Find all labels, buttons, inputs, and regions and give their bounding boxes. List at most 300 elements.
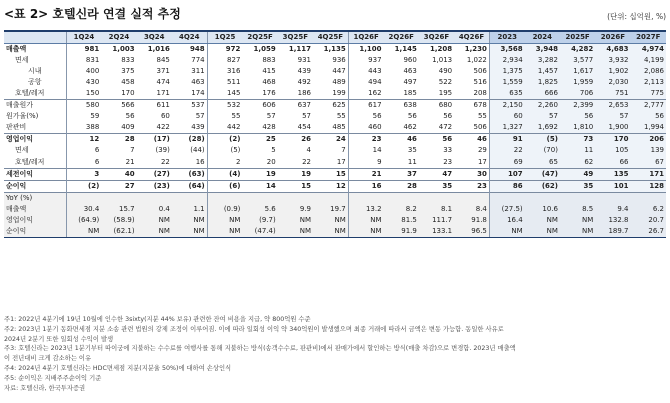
header-row — [4, 31, 666, 44]
table-cell: 66 — [595, 157, 630, 169]
table-cell: 14 — [348, 145, 383, 156]
table-cell: 454 — [297, 123, 311, 132]
table-cell: 1,692 — [525, 122, 560, 134]
table-cell: 522 — [438, 78, 453, 87]
column-header: 2025F — [560, 31, 595, 44]
table-cell: (5) — [525, 134, 560, 146]
table-cell: 678 — [454, 100, 489, 112]
table-row — [4, 180, 666, 192]
column-header: 2027F — [631, 31, 666, 44]
footnote-line: 주4: 2024년 4분기 호텔신라는 HDC면세점 지분(지분율 50%)에 대하여 손상인식 — [4, 364, 232, 372]
table-cell: 706 — [560, 88, 595, 100]
table-row — [4, 215, 666, 226]
table-cell: 111.7 — [419, 215, 454, 226]
table-cell: 171 — [156, 89, 170, 98]
table-cell: NM — [313, 215, 348, 226]
table-cell: 12 — [66, 134, 101, 146]
table-cell: (63) — [172, 168, 207, 180]
row-label: 호텔/레저 — [15, 157, 45, 166]
table-cell: 7 — [130, 146, 135, 155]
column-header: 4Q24 — [172, 31, 207, 44]
table-cell: 9 — [348, 157, 383, 169]
table-cell: 29 — [477, 146, 487, 155]
table-cell: 1,003 — [112, 45, 135, 54]
table-cell: (4) — [207, 168, 242, 180]
table-cell: (2) — [66, 180, 101, 192]
footnote-line: 이 전년대비 크게 감소하는 이유 — [4, 355, 92, 363]
table-cell: 462 — [403, 123, 417, 132]
table-cell: 2,653 — [595, 100, 630, 112]
table-cell: 128 — [631, 180, 666, 192]
table-cell: 1,559 — [489, 77, 524, 88]
table-cell: 186 — [297, 89, 311, 98]
table-cell: 532 — [207, 100, 242, 112]
column-header: 4Q25F — [313, 31, 348, 44]
row-label: 면세 — [15, 56, 29, 65]
footnote-line: 주5: 순이익은 지배주주순이익 기준 — [4, 374, 102, 382]
column-header: 2023 — [489, 31, 524, 44]
table-cell: 506 — [473, 123, 487, 132]
table-cell: (23) — [137, 180, 172, 192]
table-cell: 3 — [66, 168, 101, 180]
table-cell: 972 — [207, 44, 242, 56]
table-cell: 28 — [101, 134, 136, 146]
table-cell: 489 — [332, 78, 346, 87]
table-cell — [101, 192, 136, 204]
table-cell: 463 — [403, 67, 417, 76]
table-cell: 936 — [332, 56, 346, 65]
table-cell: 1,327 — [489, 122, 524, 134]
table-cell: 3,948 — [525, 44, 560, 56]
table-row — [4, 226, 666, 238]
table-cell: 625 — [313, 100, 348, 112]
table-cell: 91.9 — [384, 226, 419, 238]
table-cell: 16 — [348, 180, 383, 192]
table-cell: 666 — [525, 88, 560, 100]
table-cell: 4,974 — [631, 44, 666, 56]
table-cell: 1,810 — [560, 122, 595, 134]
table-cell — [454, 192, 489, 204]
table-cell: NM — [137, 215, 172, 226]
table-cell: (70) — [525, 145, 560, 156]
table-cell: 1,117 — [288, 45, 311, 54]
column-header: 2Q25F — [242, 31, 277, 44]
table-cell — [172, 192, 207, 204]
table-cell: 60 — [160, 112, 170, 121]
table-cell: 49 — [560, 168, 595, 180]
table-cell: 883 — [262, 56, 276, 65]
table-cell: (0.9) — [207, 204, 242, 215]
table-cell: 135 — [595, 168, 630, 180]
table-cell: 1,230 — [464, 45, 487, 54]
table-cell: 55 — [477, 112, 487, 121]
table-cell: 105 — [595, 145, 630, 156]
table-cell: 937 — [348, 55, 383, 66]
table-row — [4, 192, 666, 204]
table-cell: 19 — [242, 168, 277, 180]
table-cell: 447 — [332, 67, 346, 76]
table-cell: 775 — [631, 88, 666, 100]
table-cell: 4 — [306, 146, 311, 155]
table-cell: 2,260 — [525, 100, 560, 112]
table-cell: 375 — [121, 67, 135, 76]
table-cell: 22 — [489, 145, 524, 156]
table-cell: 20.7 — [631, 215, 666, 226]
footnote-line: 주3: 호텔신라는 2023년 1분기부터 따이궁에 지불하는 수수료를 여행사를 통해 지불하는 방식(송객수수료, 판관비)에서 판매가에서 할인하는 방식(매출 차감)으로 변경함. 2023년 매출액 — [4, 345, 516, 353]
row-label: 원가율(%) — [6, 112, 39, 121]
table-row — [4, 145, 666, 156]
row-label: 세전이익 — [4, 168, 66, 180]
table-cell: 176 — [262, 89, 276, 98]
table-cell: 55 — [336, 112, 346, 121]
table-cell: 73 — [560, 134, 595, 146]
table-cell: 468 — [262, 78, 276, 87]
table-cell: 371 — [156, 67, 170, 76]
table-cell: 635 — [489, 88, 524, 100]
column-header: 2Q24 — [101, 31, 136, 44]
table-cell: (62.1) — [101, 226, 136, 238]
table-row — [4, 134, 666, 146]
table-cell: (58.9) — [101, 215, 136, 226]
table-cell: 33 — [443, 146, 453, 155]
row-label: 공항 — [28, 78, 42, 87]
table-row — [4, 55, 666, 66]
table-cell: 23 — [443, 157, 453, 166]
table-cell: 1,100 — [348, 44, 383, 56]
table-cell: 17 — [336, 157, 346, 166]
table-cell: (27) — [137, 168, 172, 180]
table-cell: 494 — [348, 77, 383, 88]
table-cell: (2) — [207, 134, 242, 146]
table-cell: 1,016 — [147, 45, 170, 54]
table-cell: NM — [66, 226, 101, 238]
table-cell: 5 — [271, 146, 276, 155]
table-cell: 439 — [297, 67, 311, 76]
table-cell: 566 — [101, 100, 136, 112]
table-cell: 1,994 — [631, 122, 666, 134]
table-cell: 21 — [348, 168, 383, 180]
table-cell: 37 — [384, 168, 419, 180]
earnings-table — [4, 30, 666, 238]
table-cell: 107 — [489, 168, 524, 180]
footnotes — [4, 315, 666, 393]
table-cell: 69 — [489, 157, 524, 169]
unit-label: (단위: 십억원, %) — [607, 12, 666, 21]
table-cell: 1,013 — [432, 56, 453, 65]
table-cell: 1,135 — [323, 45, 346, 54]
table-cell — [525, 192, 560, 204]
table-cell: 948 — [190, 45, 205, 54]
table-cell — [207, 192, 242, 204]
table-row — [4, 44, 666, 56]
table-cell: 1,617 — [560, 66, 595, 77]
table-cell: 30 — [454, 168, 489, 180]
table-cell — [278, 192, 313, 204]
table-cell: 463 — [191, 78, 205, 87]
table-cell: 516 — [473, 78, 487, 87]
table-cell: 174 — [191, 89, 205, 98]
column-header: 1Q26F — [348, 31, 383, 44]
table-cell — [66, 192, 101, 204]
table-cell: NM — [348, 215, 383, 226]
table-cell: 5.6 — [242, 204, 277, 215]
table-cell: 23 — [454, 180, 489, 192]
table-cell: 1,059 — [253, 45, 276, 54]
table-cell — [384, 192, 419, 204]
table-cell: 199 — [332, 89, 346, 98]
table-cell: 56 — [419, 134, 454, 146]
table-cell: 1,022 — [466, 56, 487, 65]
table-cell: 60 — [489, 111, 524, 122]
table-body — [4, 44, 666, 238]
table-cell: 65 — [525, 157, 560, 169]
column-header: 1Q24 — [66, 31, 101, 44]
table-cell: NM — [525, 215, 560, 226]
table-cell — [242, 192, 277, 204]
table-row — [4, 77, 666, 88]
table-cell: 22 — [160, 157, 170, 166]
table-cell: 439 — [191, 123, 205, 132]
table-cell: 2,150 — [489, 100, 524, 112]
table-cell: 981 — [66, 44, 101, 56]
table-cell: 67 — [631, 157, 666, 169]
table-cell: 490 — [438, 67, 453, 76]
table-cell: 442 — [207, 122, 242, 134]
table-row — [4, 157, 666, 169]
table-cell: 1,145 — [394, 45, 417, 54]
table-cell: NM — [525, 226, 560, 238]
table-cell: NM — [172, 215, 207, 226]
table-cell: 580 — [66, 100, 101, 112]
table-cell: 388 — [66, 122, 101, 134]
column-header: 2026F — [595, 31, 630, 44]
row-label: 매출액 — [4, 204, 66, 215]
table-cell: 751 — [595, 88, 630, 100]
table-cell: 637 — [278, 100, 313, 112]
table-cell: (6) — [207, 180, 242, 192]
table-cell: 59 — [66, 111, 101, 122]
table-cell: 831 — [66, 55, 101, 66]
row-label: 순이익 — [4, 226, 66, 238]
table-row — [4, 122, 666, 134]
footnote-line: 주2: 2023년 1분기 동화면세점 지분 소송 관련 법원의 강제 조정이 이루어짐. 이에 따라 일회성 이익 약 340억원이 발생했으며 최종 거래에 따라서 금액은 변동 가능함. 동일한 사유로 — [4, 325, 504, 333]
table-cell: 443 — [348, 66, 383, 77]
table-cell: 460 — [348, 122, 383, 134]
table-cell: 11 — [407, 157, 417, 166]
table-cell: 139 — [631, 145, 666, 156]
table-cell: 55 — [207, 111, 242, 122]
column-header: 2Q26F — [384, 31, 419, 44]
table-cell: 57 — [302, 112, 311, 121]
table-cell: 185 — [403, 89, 417, 98]
table-cell: 485 — [332, 123, 346, 132]
table-row — [4, 100, 666, 112]
table-cell: 8.2 — [384, 204, 419, 215]
row-label: YoY (%) — [4, 192, 66, 204]
table-cell: 2,113 — [631, 77, 666, 88]
table-cell: 162 — [348, 88, 383, 100]
table-cell: 46 — [384, 134, 419, 146]
table-cell — [631, 192, 666, 204]
table-cell: 189.7 — [595, 226, 630, 238]
row-label: 영업이익 — [4, 215, 66, 226]
table-cell — [313, 192, 348, 204]
row-label: 호텔/레저 — [15, 89, 45, 98]
table-cell: 1,902 — [595, 66, 630, 77]
table-cell: 8.5 — [560, 204, 595, 215]
table-cell: (44) — [190, 146, 205, 155]
table-cell: NM — [172, 226, 207, 238]
table-cell: 492 — [297, 78, 311, 87]
table-cell: 2 — [207, 157, 242, 169]
table-cell: 96.5 — [454, 226, 489, 238]
table-cell: (5) — [207, 145, 242, 156]
table-cell: (47) — [525, 168, 560, 180]
table-cell: 3,932 — [595, 55, 630, 66]
table-cell: 13.2 — [348, 204, 383, 215]
table-cell: 428 — [262, 123, 276, 132]
table-cell: NM — [560, 215, 595, 226]
table-cell: 195 — [438, 89, 453, 98]
table-cell: 472 — [438, 123, 453, 132]
table-cell: 57 — [595, 111, 630, 122]
table-cell: 9.4 — [595, 204, 630, 215]
table-cell: 20 — [266, 157, 276, 166]
table-cell: 23 — [348, 134, 383, 146]
table-cell: 3,577 — [560, 55, 595, 66]
table-cell: 3,568 — [489, 44, 524, 56]
table-cell: 6 — [66, 157, 101, 169]
table-cell: 6.2 — [631, 204, 666, 215]
table-cell: 15.7 — [101, 204, 136, 215]
table-cell: 931 — [297, 56, 311, 65]
table-cell: (64) — [172, 180, 207, 192]
table-cell: 101 — [595, 180, 630, 192]
table-cell: 21 — [125, 157, 135, 166]
table-cell: 25 — [242, 134, 277, 146]
table-cell: 511 — [207, 77, 242, 88]
column-header: 4Q26F — [454, 31, 489, 44]
table-cell: 1,959 — [560, 77, 595, 88]
table-cell: 35 — [407, 146, 417, 155]
table-cell: 46 — [454, 134, 489, 146]
table-cell: (62) — [525, 180, 560, 192]
table-cell: 30.4 — [66, 204, 101, 215]
table-cell: NM — [348, 226, 383, 238]
table-cell: 311 — [191, 67, 205, 76]
table-cell: 86 — [489, 180, 524, 192]
table-cell: 4,683 — [595, 44, 630, 56]
table-cell: 2,934 — [489, 55, 524, 66]
table-cell: 56 — [560, 111, 595, 122]
table-cell: 316 — [207, 66, 242, 77]
table-cell: 8.4 — [454, 204, 489, 215]
table-cell: 35 — [560, 180, 595, 192]
table-cell: 1,208 — [429, 45, 453, 54]
column-header: 1Q25 — [207, 31, 242, 44]
table-cell: 506 — [473, 67, 487, 76]
table-cell: 409 — [121, 123, 135, 132]
table-cell: (39) — [155, 146, 170, 155]
table-cell: 1,900 — [595, 122, 630, 134]
table-cell: 8.1 — [419, 204, 454, 215]
table-cell: 145 — [207, 88, 242, 100]
table-cell: 10.6 — [525, 204, 560, 215]
table-cell: 2,086 — [631, 66, 666, 77]
table-cell: 430 — [66, 77, 101, 88]
table-cell: (28) — [172, 134, 207, 146]
table-cell: 27 — [101, 180, 136, 192]
table-cell: 56 — [125, 112, 135, 121]
table-cell: 1,457 — [525, 66, 560, 77]
table-cell: 12 — [313, 180, 348, 192]
table-cell: NM — [560, 226, 595, 238]
table-cell: 7 — [341, 146, 346, 155]
row-label: 매출원가 — [4, 100, 66, 112]
table-cell: 206 — [631, 134, 666, 146]
table-cell: NM — [278, 226, 313, 238]
table-cell — [489, 192, 524, 204]
table-cell: 827 — [207, 55, 242, 66]
row-label: 매출액 — [6, 45, 27, 54]
table-cell — [419, 192, 454, 204]
table-cell: 35 — [419, 180, 454, 192]
row-label: 판관비 — [6, 123, 27, 132]
table-cell: (9.7) — [242, 215, 277, 226]
table-cell: 960 — [403, 56, 417, 65]
footnote-line: 2024년 2분기 또한 일회성 수익이 발생 — [4, 335, 114, 343]
table-cell: 6 — [66, 145, 101, 156]
table-cell: 56 — [407, 112, 417, 121]
table-cell: 56 — [348, 111, 383, 122]
table-cell: 617 — [348, 100, 383, 112]
table-cell: 9.9 — [278, 204, 313, 215]
row-label: 면세 — [15, 146, 29, 155]
table-cell: 4,282 — [560, 44, 595, 56]
table-row — [4, 88, 666, 100]
table-cell: (64.9) — [66, 215, 101, 226]
table-cell: 40 — [101, 168, 136, 180]
table-cell: NM — [207, 215, 242, 226]
table-cell: 4,199 — [631, 55, 666, 66]
table-cell: 606 — [242, 100, 277, 112]
table-row — [4, 66, 666, 77]
table-cell: 170 — [595, 134, 630, 146]
column-header: 3Q24 — [137, 31, 172, 44]
column-header: 3Q25F — [278, 31, 313, 44]
header-corner — [4, 31, 66, 44]
footnote-line: 주1: 2022년 4분기에 19년 10월에 인수한 3sixty(지분 44% 보유) 관련한 잔여 비용을 지급, 약 800억원 수준 — [4, 316, 311, 323]
table-cell: 19.7 — [313, 204, 348, 215]
table-cell: 91 — [489, 134, 524, 146]
table-cell: 170 — [121, 89, 135, 98]
table-cell: 3,282 — [525, 55, 560, 66]
table-cell: 1,375 — [489, 66, 524, 77]
table-cell: NM — [207, 226, 242, 238]
table-cell: 537 — [172, 100, 207, 112]
table-cell: 16.4 — [489, 215, 524, 226]
table-cell: 474 — [156, 78, 170, 87]
table-cell: 833 — [121, 56, 135, 65]
table-cell: 150 — [66, 88, 101, 100]
table-cell: 680 — [419, 100, 454, 112]
table-cell: 0.4 — [137, 204, 172, 215]
table-cell: 208 — [473, 89, 487, 98]
table-cell: 2,777 — [631, 100, 666, 112]
table-cell: 28 — [384, 180, 419, 192]
table-cell: 14 — [242, 180, 277, 192]
table-cell: 133.1 — [419, 226, 454, 238]
